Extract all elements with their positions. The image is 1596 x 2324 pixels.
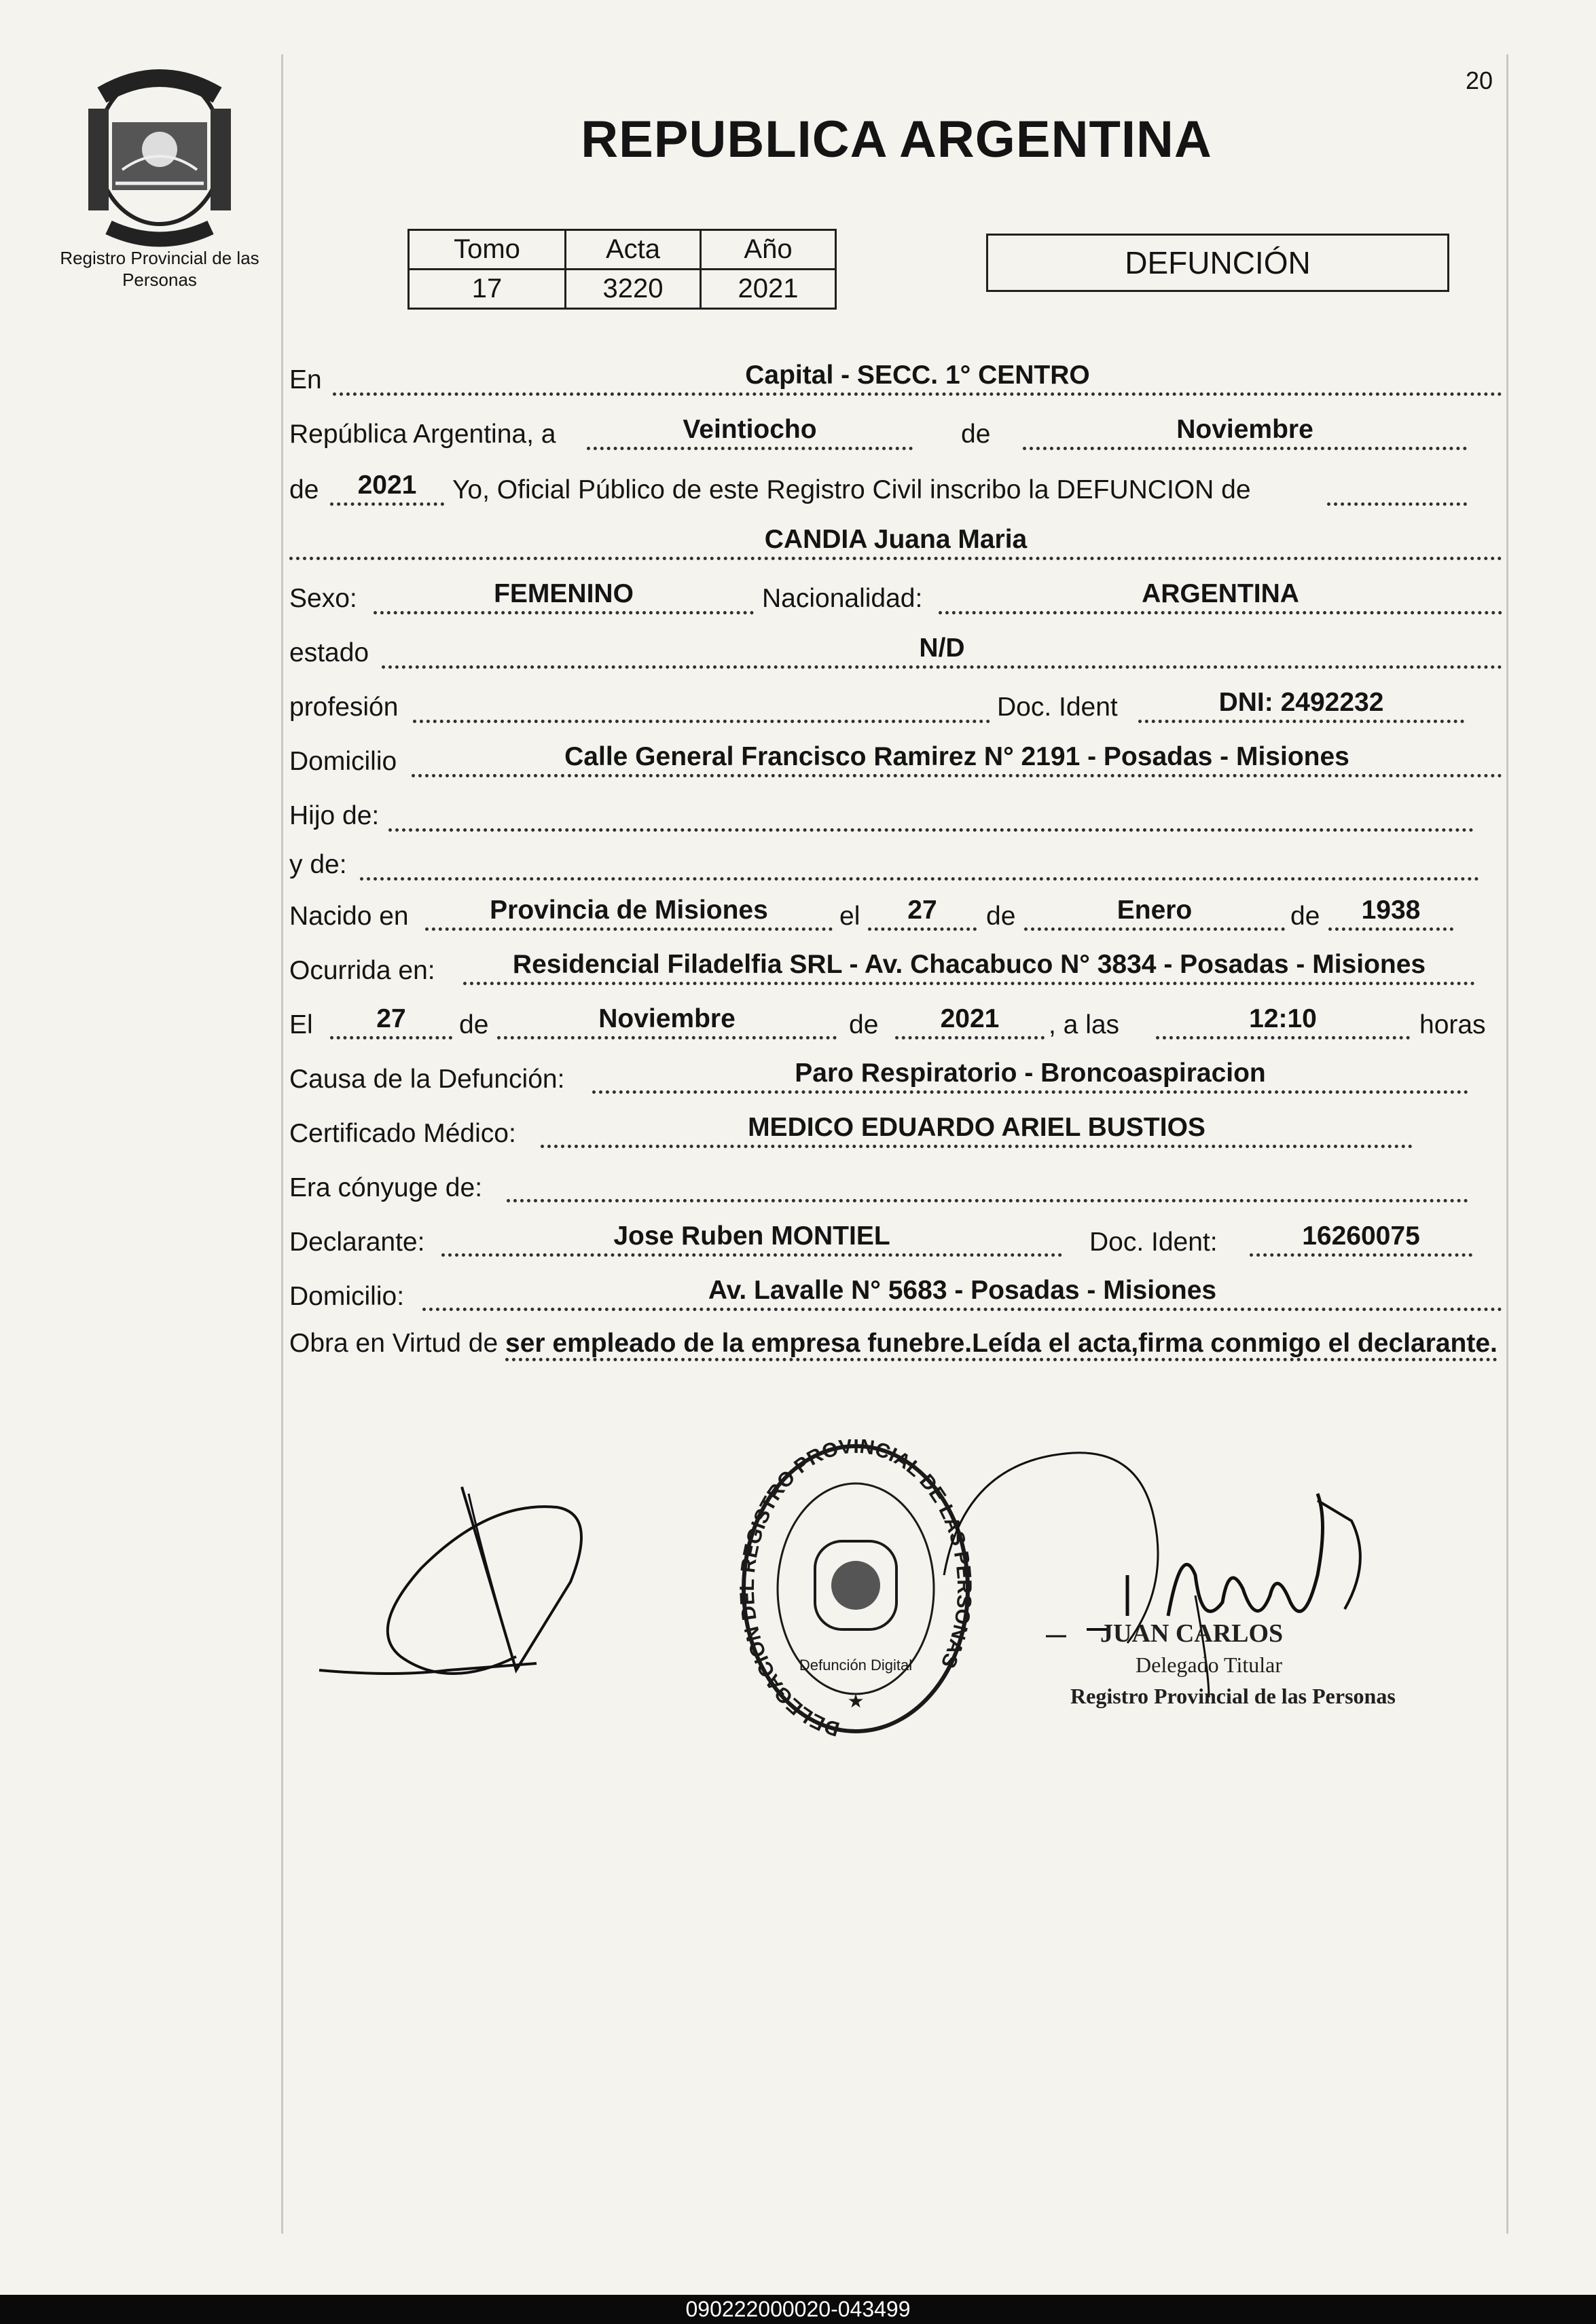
right-margin-line <box>1506 54 1508 2234</box>
label-doc-ident: Doc. Ident <box>997 693 1118 722</box>
label-el-fecha: El <box>289 1010 313 1039</box>
fall-mes-field: Noviembre <box>497 1002 837 1039</box>
sexo-field: FEMENINO <box>374 577 754 614</box>
label-causa: Causa de la Defunción: <box>289 1065 565 1094</box>
domicilio-field: Calle General Francisco Ramirez N° 2191 - Posadas - Misiones <box>412 740 1502 777</box>
label-nacido-en: Nacido en <box>289 902 409 931</box>
lugar-field: Capital - SECC. 1° CENTRO <box>333 358 1502 396</box>
deceased-name-field: CANDIA Juana Maria <box>289 523 1502 560</box>
hijo-de-field <box>388 794 1474 832</box>
nac-mes-field: Enero <box>1024 893 1285 931</box>
conyuge-field <box>507 1165 1468 1202</box>
nacionalidad-field: ARGENTINA <box>939 577 1502 614</box>
profesion-field <box>413 686 990 723</box>
label-certificado: Certificado Médico: <box>289 1119 516 1148</box>
label-doc-ident-2: Doc. Ident: <box>1089 1228 1218 1257</box>
registry-name-caption: Registro Provincial de las Personas <box>60 248 259 290</box>
barcode-footer: 090222000020-043499 <box>0 2295 1596 2324</box>
stamp-inner-text: Defunción Digital <box>799 1657 913 1674</box>
anio-field: 2021 <box>330 468 444 506</box>
declarante-signature <box>312 1473 666 1697</box>
label-sexo: Sexo: <box>289 584 357 613</box>
acta-header: Acta <box>566 230 701 270</box>
nac-anio-field: 1938 <box>1328 893 1453 931</box>
label-republica: República Argentina, a <box>289 420 556 449</box>
label-de-5: de <box>459 1010 489 1039</box>
label-de-6: de <box>849 1010 879 1039</box>
tomo-value: 17 <box>409 270 566 309</box>
label-nacionalidad: Nacionalidad: <box>762 584 923 613</box>
stamp-ring-text: DELEGACION DEL REGISTRO PROVINCIAL DE LAS PERSONAS <box>736 1439 976 1741</box>
nac-dia-field: 27 <box>868 893 977 931</box>
province-coat-of-arms-logo <box>81 68 238 251</box>
declarante-domicilio-field: Av. Lavalle N° 5683 - Posadas - Misiones <box>422 1274 1502 1311</box>
certificado-field: MEDICO EDUARDO ARIEL BUSTIOS <box>541 1111 1413 1148</box>
label-horas: horas <box>1419 1010 1486 1039</box>
left-margin-line <box>281 54 283 2234</box>
anio-header: Año <box>701 230 836 270</box>
causa-field: Paro Respiratorio - Broncoaspiracion <box>592 1056 1468 1094</box>
fall-anio-field: 2021 <box>895 1002 1045 1039</box>
label-de-3: de <box>986 902 1016 931</box>
signature-name: JUAN CARLOS <box>1100 1619 1284 1648</box>
label-declarante: Declarante: <box>289 1228 425 1257</box>
nacido-en-field: Provincia de Misiones <box>425 893 833 931</box>
label-obra: Obra en Virtud de <box>289 1329 498 1358</box>
obra-en-virtud-paragraph <box>289 1324 1501 1363</box>
label-estado: estado <box>289 638 369 667</box>
label-a-las: , a las <box>1049 1010 1120 1039</box>
fall-dia-field: 27 <box>330 1002 452 1039</box>
label-el: el <box>839 902 860 931</box>
label-yo-oficial: Yo, Oficial Público de este Registro Civil inscribo la DEFUNCION de <box>452 475 1251 504</box>
signature-office: Registro Provincial de las Personas <box>1070 1684 1396 1708</box>
label-y-de: y de: <box>289 850 347 879</box>
label-hijo-de: Hijo de: <box>289 801 380 830</box>
label-domicilio-2: Domicilio: <box>289 1282 405 1311</box>
tomo-header: Tomo <box>409 230 566 270</box>
label-conyuge: Era cónyuge de: <box>289 1173 483 1202</box>
document-title: REPUBLICA ARGENTINA <box>581 111 1212 168</box>
label-en: En <box>289 365 322 394</box>
label-de-4: de <box>1290 902 1320 931</box>
continuation-field <box>1327 468 1467 506</box>
anio-value: 2021 <box>701 270 836 309</box>
reference-table <box>407 229 837 310</box>
label-de-1: de <box>961 420 991 449</box>
label-domicilio: Domicilio <box>289 747 397 776</box>
signature-role: Delegado Titular <box>1136 1653 1282 1677</box>
stamp-star-icon: ★ <box>847 1691 865 1712</box>
obra-field: ser empleado de la empresa funebre.Leída el acta,firma conmigo el declarante. <box>505 1329 1498 1361</box>
acta-value: 3220 <box>566 270 701 309</box>
label-profesion: profesión <box>289 693 399 722</box>
mes-field: Noviembre <box>1023 413 1467 450</box>
ocurrida-en-field: Residencial Filadelfia SRL - Av. Chacabuco N° 3834 - Posadas - Misiones <box>463 948 1475 985</box>
estado-field: N/D <box>382 631 1502 669</box>
label-de-2: de <box>289 475 319 504</box>
page-number: 20 <box>1466 67 1493 94</box>
record-type-box: DEFUNCIÓN <box>986 234 1449 292</box>
hora-field: 12:10 <box>1156 1002 1410 1039</box>
y-de-field <box>360 843 1479 881</box>
declarante-doc-field: 16260075 <box>1250 1219 1472 1257</box>
doc-ident-field: DNI: 2492232 <box>1138 686 1464 723</box>
declarante-field: Jose Ruben MONTIEL <box>441 1219 1062 1257</box>
label-ocurrida-en: Ocurrida en: <box>289 956 435 985</box>
dia-letras-field: Veintiocho <box>587 413 913 450</box>
